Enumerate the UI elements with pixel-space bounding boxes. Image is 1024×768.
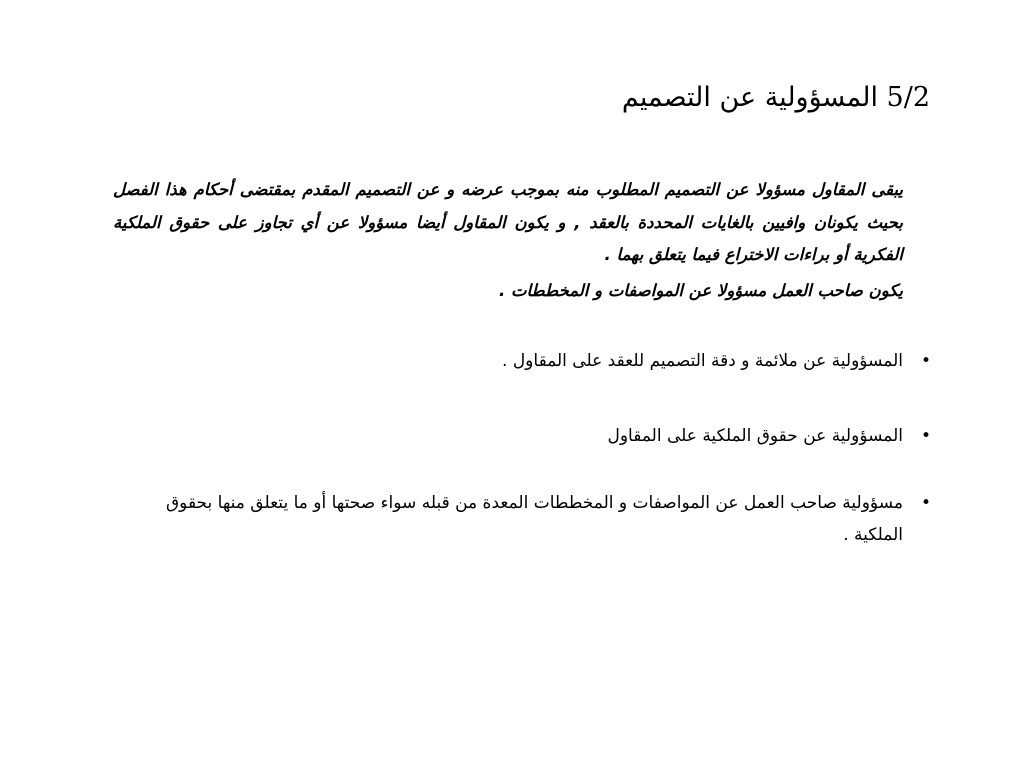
- bullet-item: [113, 345, 931, 377]
- slide-title: 5/2 المسؤولية عن التصميم: [621, 82, 930, 113]
- bullet-text: المسؤولية عن حقوق الملكية على المقاول: [607, 426, 903, 446]
- bullet-text: المسؤولية عن ملائمة و دقة التصميم للعقد على المقاول .: [502, 351, 903, 371]
- bullet-item: [113, 487, 931, 551]
- intro-paragraph-employer: يكون صاحب العمل مسؤولا عن المواصفات و المخططات .: [498, 280, 903, 300]
- bullet-icon: •: [920, 426, 931, 446]
- bullet-text: مسؤولية صاحب العمل عن المواصفات و المخططات المعدة من قبله سواء صحتها أو ما يتعلق منها بحقوق الملكية .: [165, 493, 903, 545]
- bullet-item: [113, 420, 931, 452]
- intro-paragraph-contractor: يبقى المقاول مسؤولا عن التصميم المطلوب منه بموجب عرضه و عن التصميم المقدم بمقتضى أحكام هذا الفصل بحيث يكونان وافيين بالغايات المحددة بالعقد , و يكون المقاول أيضا مسؤولا عن أي تجاوز على حقوق الملكية الفكرية أو براءات الاختراع فيما يتعلق بهما .: [113, 180, 903, 264]
- bullet-icon: •: [920, 351, 931, 371]
- bullet-icon: •: [920, 493, 931, 513]
- bullet-list: [113, 345, 931, 551]
- intro-text: [113, 174, 903, 306]
